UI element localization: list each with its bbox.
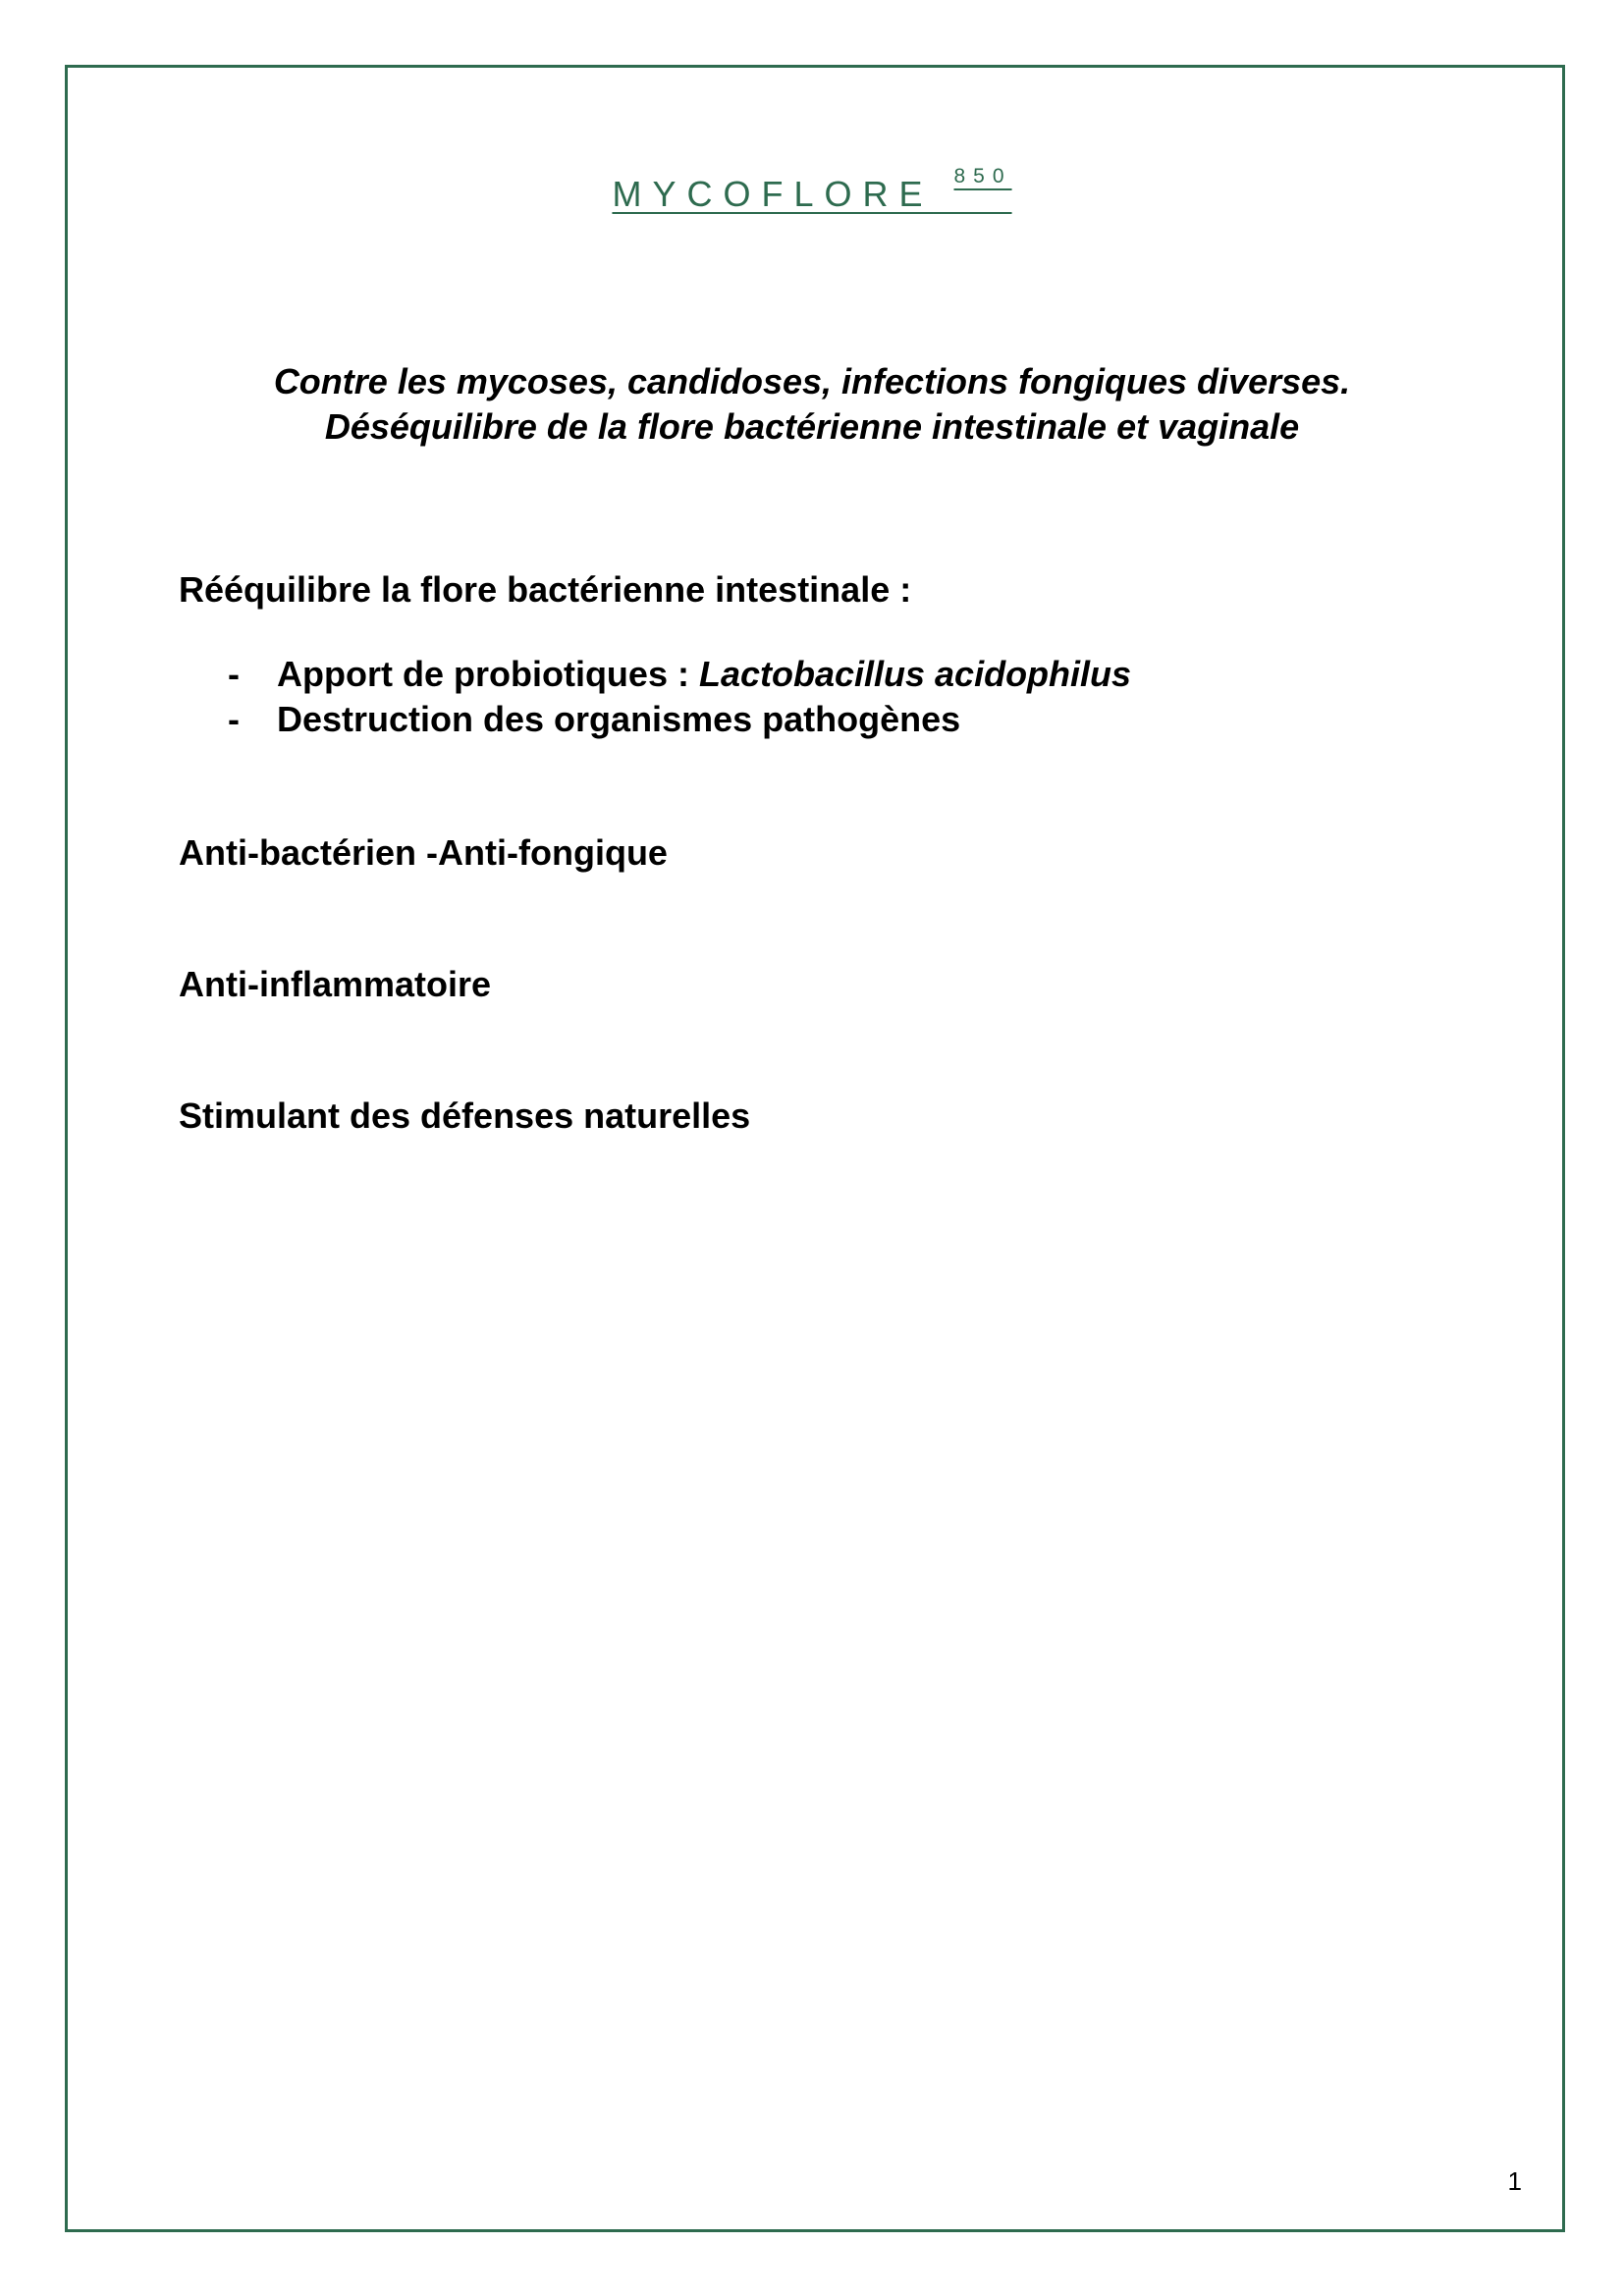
bullet-dash: -: [228, 654, 240, 694]
bullet-item: [228, 652, 1131, 697]
page-number: 1: [1507, 2166, 1522, 2196]
property-immune-stimulant: Stimulant des défenses naturelles: [179, 1095, 751, 1136]
title-text: MYCOFLORE: [612, 174, 934, 214]
section-heading: Rééquilibre la flore bactérienne intestinale :: [179, 569, 912, 610]
title-superscript: 850: [953, 165, 1012, 187]
property-antibacterial: Anti-bactérien -Anti-fongique: [179, 832, 668, 873]
bullet-italic-text: Lactobacillus acidophilus: [698, 654, 1132, 694]
subtitle-line-2: Déséquilibre de la flore bactérienne intestinale et vaginale: [324, 406, 1300, 447]
bullet-dash: -: [228, 699, 240, 739]
subtitle-line-1: Contre les mycoses, candidoses, infections fongiques diverses.: [273, 361, 1351, 401]
bullet-item: [228, 697, 960, 742]
title-block: [0, 165, 1624, 215]
bullet-text: Apport de probiotiques :: [277, 654, 699, 694]
property-antiinflammatory: Anti-inflammatoire: [179, 964, 492, 1004]
bullet-text: Destruction des organismes pathogènes: [277, 699, 961, 739]
document-title: [612, 165, 1011, 215]
